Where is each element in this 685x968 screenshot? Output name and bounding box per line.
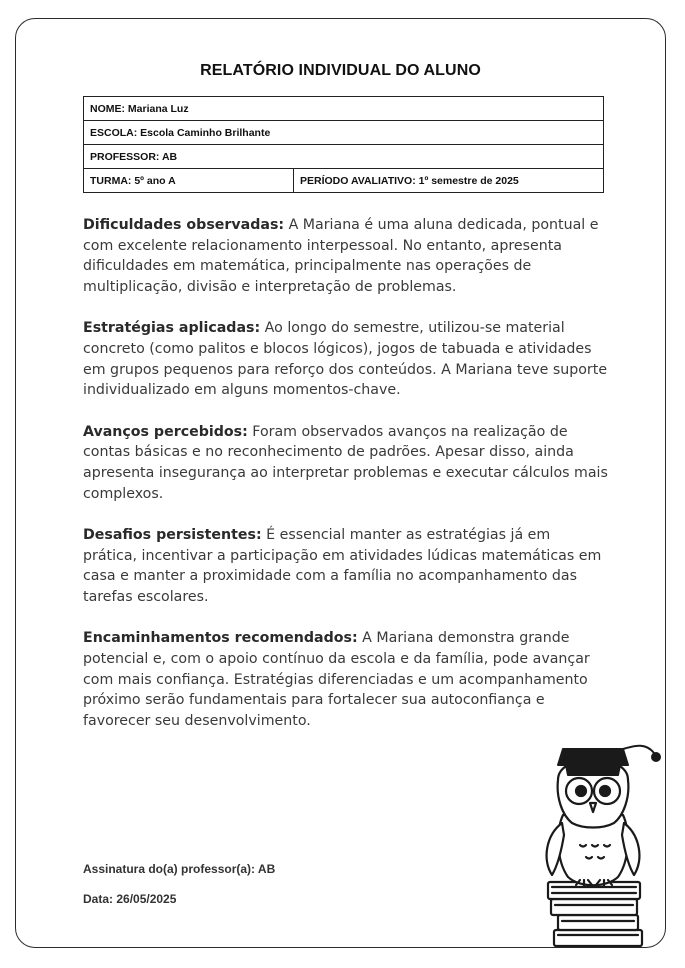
period-cell: PERÍODO AVALIATIVO: 1º semestre de 2025 [294, 169, 604, 193]
section-challenges [83, 525, 608, 608]
section-label: Estratégias aplicadas: [83, 320, 261, 337]
section-progress [83, 422, 608, 505]
student-name-cell: NOME: Mariana Luz [84, 97, 604, 121]
class-cell: TURMA: 5º ano A [84, 169, 294, 193]
section-label: Avanços percebidos: [83, 423, 248, 440]
section-recommendations [83, 628, 608, 732]
section-text: A Mariana demonstra grande potencial e, com o apoio contínuo da escola e da família, pode avançar com mais confiança. Estratégias diferenciadas e um acompanhamento próximo serão fundamentais para fortalecer sua autoconfiança e favorecer seu desenvolvimento. [83, 630, 590, 730]
teacher-cell: PROFESSOR: AB [84, 145, 604, 169]
school-cell: ESCOLA: Escola Caminho Brilhante [84, 121, 604, 145]
section-label: Desafios persistentes: [83, 526, 262, 543]
section-text: A Mariana é uma aluna dedicada, pontual e com excelente relacionamento interpessoal. No entanto, apresenta dificuldades em matemática, principalmente nas operações de multiplicação, divisão e interpretação de problemas. [83, 217, 599, 296]
section-text: Foram observados avanços na realização de contas básicas e no reconhecimento de padrões. Apesar disso, ainda apresenta insegurança ao interpretar problemas e executar cálculos mais complexos. [83, 423, 608, 502]
section-text: Ao longo do semestre, utilizou-se material concreto (como palitos e blocos lógicos), jogos de tabuada e atividades em grupos pequenos para reforço dos conteúdos. A Mariana teve suporte individualizado em alguns momentos-chave. [83, 320, 608, 399]
teacher-signature: Assinatura do(a) professor(a): AB [83, 862, 276, 876]
section-text: É essencial manter as estratégias já em prática, incentivar a participação em atividades lúdicas matemáticas em casa e manter a proximidade com a família no acompanhamento das tarefas escolares. [83, 526, 602, 606]
section-label: Dificuldades observadas: [83, 217, 285, 233]
table-row [84, 97, 604, 121]
student-info-table [83, 96, 604, 193]
section-difficulties [83, 215, 608, 298]
table-row [84, 121, 604, 145]
report-date: Data: 26/05/2025 [83, 892, 177, 906]
owl-graduate-on-books-icon [518, 735, 668, 950]
section-strategies [83, 318, 608, 401]
report-body [83, 215, 608, 752]
section-label: Encaminhamentos recomendados: [83, 630, 358, 647]
page-title: RELATÓRIO INDIVIDUAL DO ALUNO [200, 62, 481, 79]
table-row [84, 169, 604, 193]
table-row [84, 145, 604, 169]
